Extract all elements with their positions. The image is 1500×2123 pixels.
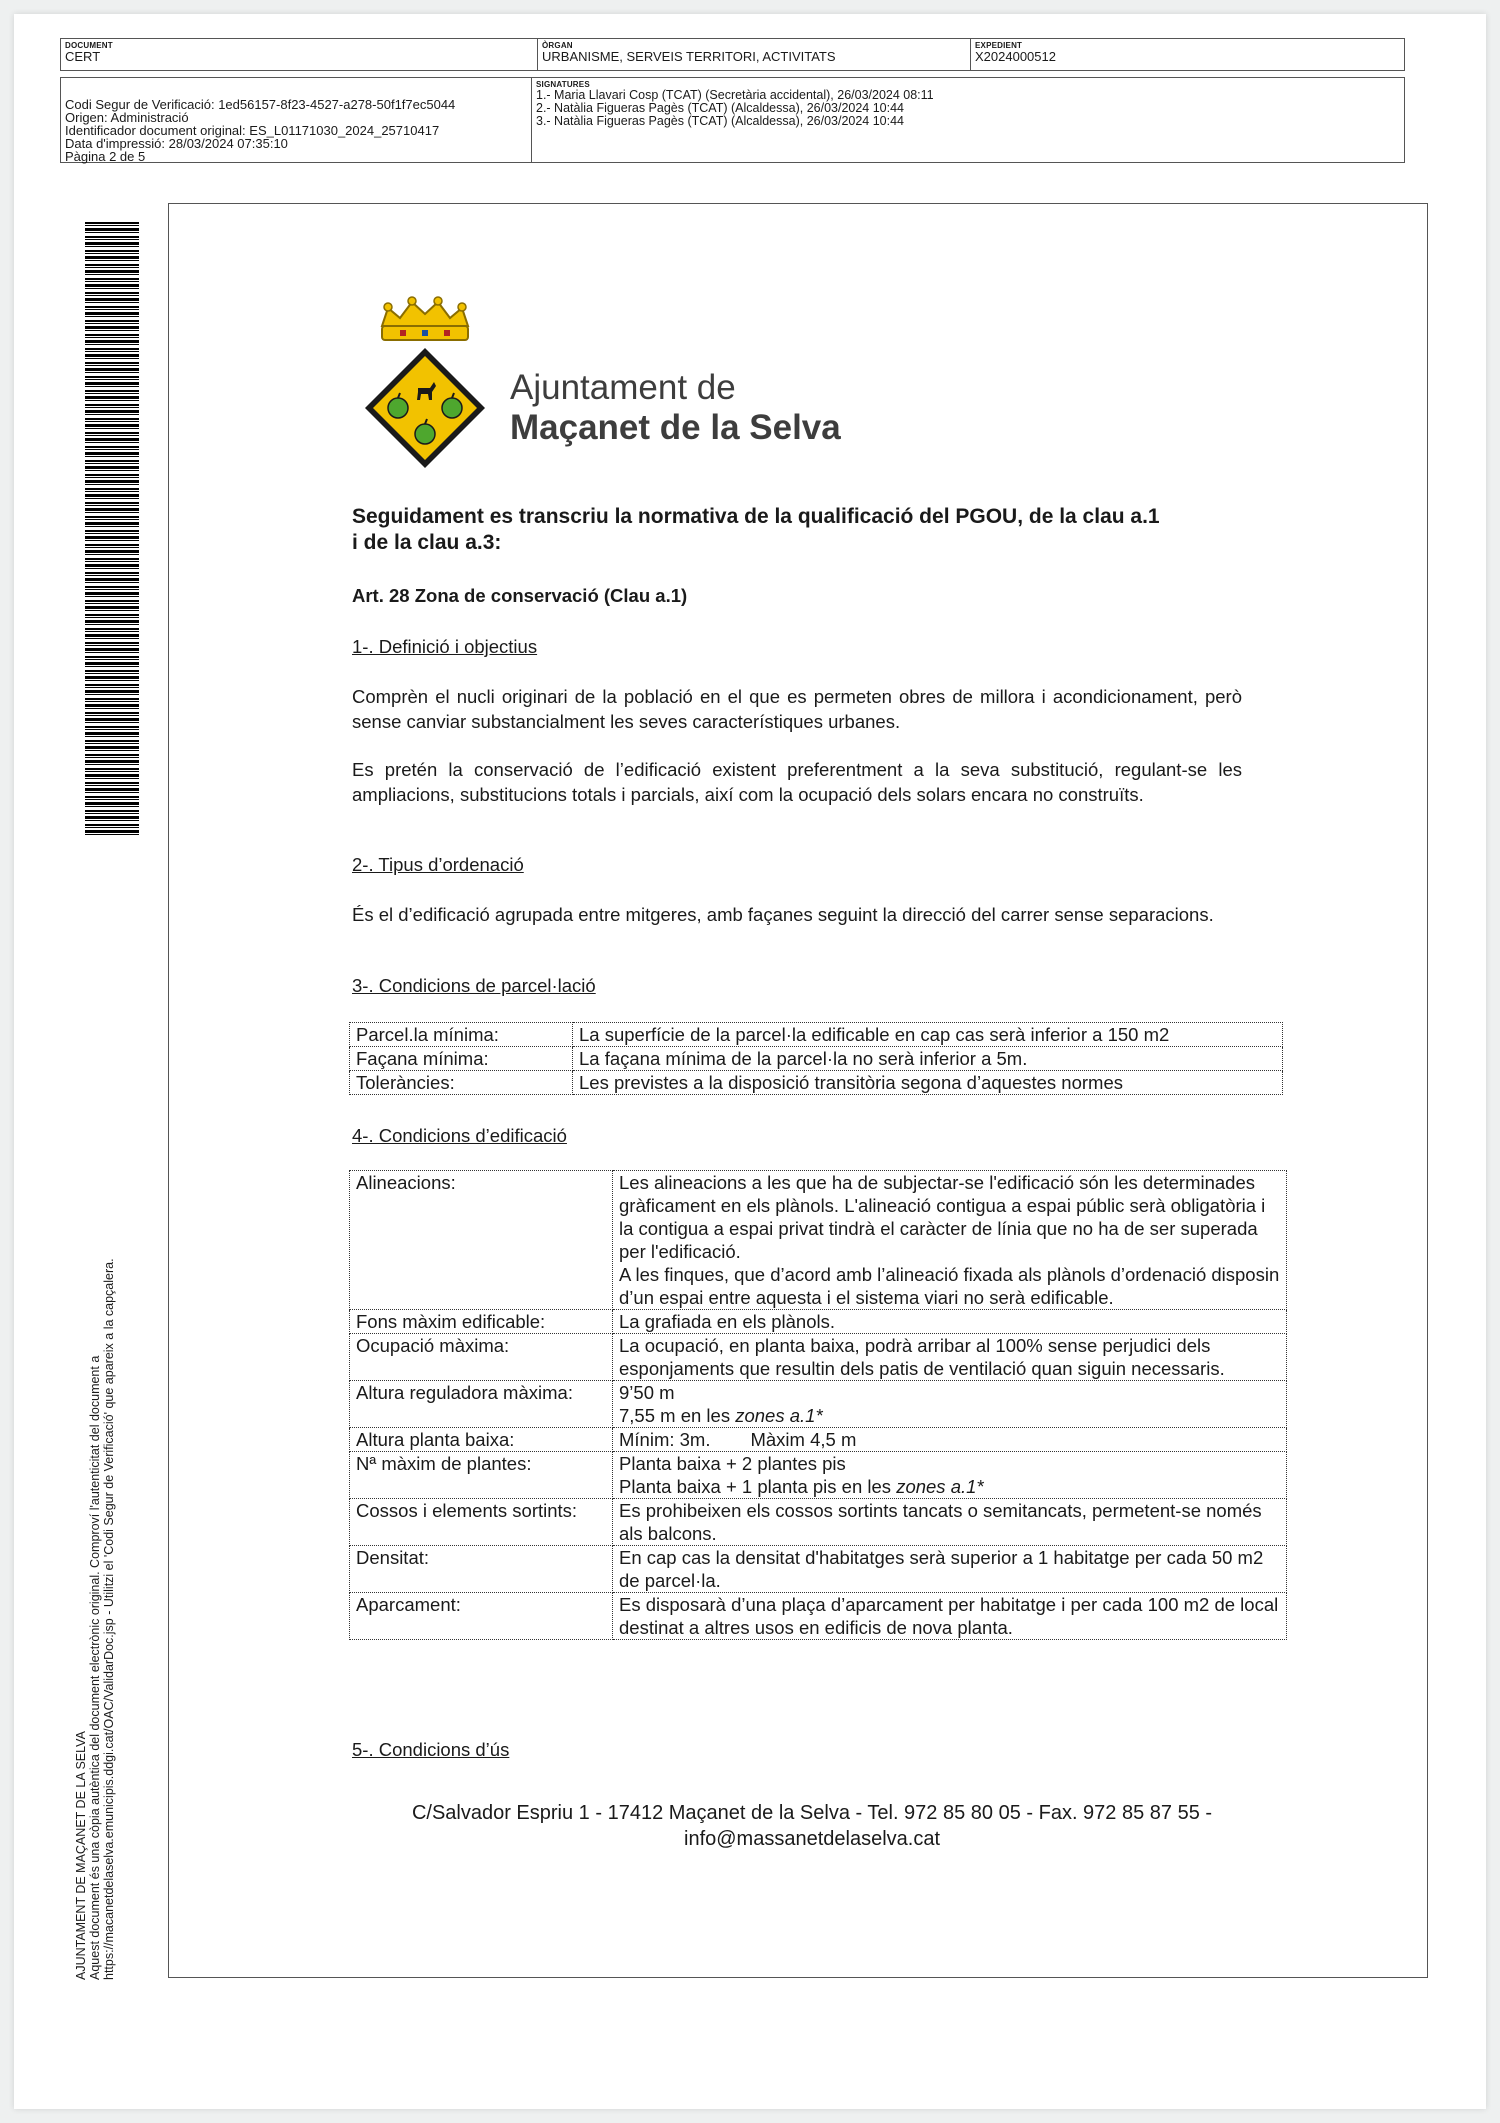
table-label: Altura reguladora màxima: [350,1381,613,1428]
organ-cell [537,39,970,70]
paragraph-2: Es pretén la conservació de l’edificació existent preferentment a la seva substitució, regulant-se les ampliacions, substitucions totals i parcials, així com la ocupació dels solars encara no construïts. [352,759,1242,805]
paragraph-3: És el d’edificació agrupada entre mitgeres, amb façanes seguint la direcció del carrer sense separacions. [352,904,1214,925]
footer-email[interactable]: info@massanetdelaselva.cat [684,1828,940,1850]
table-label: Altura planta baixa: [350,1428,613,1452]
table-label: Cossos i elements sortints: [350,1499,613,1546]
alineacions-text: Les alineacions a les que ha de subjectar-se l'edificació són les determinades gràficament en els plànols. L'alineació contigua a espai públic serà obligatòria i la contigua a espai privat tindrà el caràcter de línia que no ha de ser superada per l'edificació. [619,1172,1266,1262]
signature-line: 1.- Maria Llavari Cosp (TCAT) (Secretària accidental), 26/03/2024 08:11 [536,88,934,102]
table-value: Les previstes a la disposició transitòria segona d’aquestes normes [573,1071,1283,1095]
signature-line: 3.- Natàlia Figueras Pagès (TCAT) (Alcaldessa), 26/03/2024 10:44 [536,114,905,128]
table-value: Es disposarà d’una plaça d’aparcament per habitatge i per cada 100 m2 de local destinat a altres usos en edificis de nova planta. [613,1593,1287,1640]
document-title [352,504,1252,556]
print-date: Data d'impressió: 28/03/2024 07:35:10 [65,136,288,151]
table-row [350,1047,1283,1071]
table-label: Ocupació màxima: [350,1334,613,1381]
table-value: En cap cas la densitat d'habitatges serà superior a 1 habitatge per cada 50 m2 de parcel·la. [613,1546,1287,1593]
table-value [613,1428,1287,1452]
side-text-line: AJUNTAMENT DE MAÇANET DE LA SELVA [74,1731,88,1980]
table-value [613,1171,1287,1310]
expedient-value: X2024000512 [975,49,1056,64]
table-value: La ocupació, en planta baixa, podrà arribar al 100% sense perjudici dels esponjaments que resultin dels patis de ventilació quan siguin necessaris. [613,1334,1287,1381]
altura-value [619,1404,1280,1427]
table-row [350,1310,1287,1334]
table-value [613,1452,1287,1499]
table-row [350,1593,1287,1640]
organization-name [510,368,841,448]
barcode [85,222,139,836]
organ-label: ÒRGAN [542,41,573,50]
verification-info [61,78,531,162]
document-cell [61,39,537,70]
table-value [613,1381,1287,1428]
signatures-label: SIGNATURES [536,80,590,89]
parcel-conditions-table [349,1022,1283,1095]
organization-line2: Maçanet de la Selva [510,408,841,447]
shield-lozenge-icon [365,348,485,468]
planta-max: Màxim 4,5 m [750,1429,857,1450]
footer-address: C/Salvador Espriu 1 - 17412 Maçanet de la Selva - Tel. 972 85 80 05 - Fax. 972 85 87 55 - [411,1802,1213,1824]
original-id: Identificador document original: ES_L01171030_2024_25710417 [65,123,440,138]
altura-value: 9’50 m [619,1382,675,1403]
csv-code: Codi Segur de Verificació: 1ed56157-8f23-4527-a278-50f1f7ec5044 [65,97,456,112]
paragraph-1: Comprèn el nucli originari de la població en el que es permeten obres de millora i acondicionament, però sense canviar substancialment les seves característiques urbanes. [352,686,1242,732]
header-verification-row [60,77,1405,163]
table-label: Densitat: [350,1546,613,1593]
footer-contact [352,1800,1272,1852]
zone-reference: zones a.1* [896,1476,984,1497]
table-label: Aparcament: [350,1593,613,1640]
signatures-cell [531,78,1404,162]
article-heading: Art. 28 Zona de conservació (Clau a.1) [352,585,688,606]
table-row [350,1023,1283,1047]
altura-value-text: 7,55 m en les [619,1405,731,1426]
section-2-heading: 2-. Tipus d’ordenació [352,854,524,875]
building-conditions-table [349,1170,1287,1640]
planta-min: Mínim: 3m. [619,1429,711,1450]
plantes-value-text: Planta baixa + 1 planta pis en les [619,1476,892,1497]
table-value: Es prohibeixen els cossos sortints tancats o semitancats, permetent-se només als balcons. [613,1499,1287,1546]
expedient-label: EXPEDIENT [975,41,1023,50]
zone-reference: zones a.1* [735,1405,823,1426]
table-label: Toleràncies: [350,1071,573,1095]
title-line: i de la clau a.3: [352,531,502,554]
table-row [350,1499,1287,1546]
section-1-heading: 1-. Definició i objectius [352,636,538,657]
table-value: La superfície de la parcel·la edificable en cap cas serà inferior a 150 m2 [573,1023,1283,1047]
signature-line: 2.- Natàlia Figueras Pagès (TCAT) (Alcaldessa), 26/03/2024 10:44 [536,101,905,115]
table-row [350,1171,1287,1310]
table-value: La façana mínima de la parcel·la no serà inferior a 5m. [573,1047,1283,1071]
organization-line1: Ajuntament de [510,368,736,407]
table-label: Fons màxim edificable: [350,1310,613,1334]
page-number: Pàgina 2 de 5 [65,149,146,164]
expedient-cell [970,39,1404,70]
table-row [350,1071,1283,1095]
table-row [350,1546,1287,1593]
section-3-heading: 3-. Condicions de parcel·lació [352,975,596,996]
document-label: DOCUMENT [65,41,113,50]
table-row [350,1428,1287,1452]
alineacions-text: A les finques, que d’acord amb l’alineació fixada als plànols d’ordenació disposin d’un espai entre aquesta i el sistema viari no serà edificable. [619,1264,1280,1308]
table-row [350,1452,1287,1499]
table-label: Façana mínima: [350,1047,573,1071]
table-label: Parcel.la mínima: [350,1023,573,1047]
municipal-coat-of-arms-logo [360,296,490,471]
table-label: Alineacions: [350,1171,613,1310]
side-text-line: Aquest document és una còpia autèntica del document electrònic original. Comproví l'autenticitat del document a [88,1355,102,1980]
header-meta-row [60,38,1405,71]
section-5-heading: 5-. Condicions d’ús [352,1739,510,1760]
origin: Origen: Administració [65,110,189,125]
plantes-value: Planta baixa + 2 plantes pis [619,1453,846,1474]
side-text-line: https://macanetdelaselva.emunicipis.ddgi.cat/OAC/ValidarDoc.jsp - Utilitzi el 'Codi Segur de Verificació' que apareix a la capçalera. [102,1258,116,1980]
table-value: La grafiada en els plànols. [613,1310,1287,1334]
crown-icon [382,297,468,340]
plantes-value [619,1475,1280,1498]
table-row [350,1381,1287,1428]
side-authenticity-text [74,1100,116,1980]
organ-value: URBANISME, SERVEIS TERRITORI, ACTIVITATS [542,49,836,64]
table-label: Nª màxim de plantes: [350,1452,613,1499]
table-row [350,1334,1287,1381]
section-4-heading: 4-. Condicions d’edificació [352,1125,567,1146]
document-value: CERT [65,49,101,64]
title-line: Seguidament es transcriu la normativa de la qualificació del PGOU, de la clau a.1 [352,505,1160,528]
